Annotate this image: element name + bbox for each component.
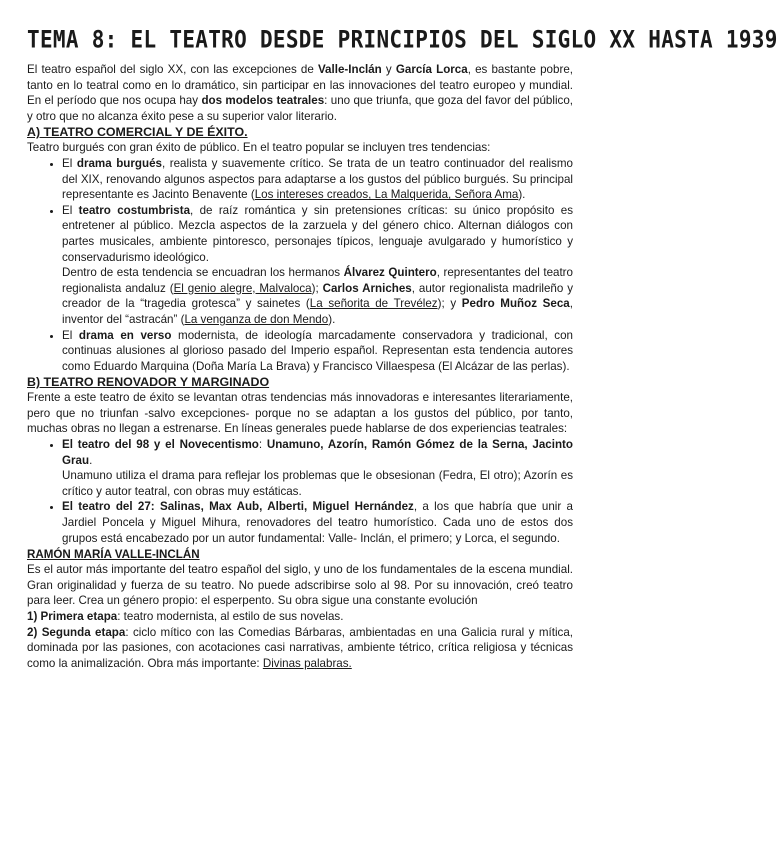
section-c-heading: RAMÓN MARÍA VALLE-INCLÁN — [27, 548, 200, 562]
item-text: . — [89, 453, 93, 467]
section-b-heading: B) TEATRO RENOVADOR Y MARGINADO — [27, 375, 270, 390]
work-title: La señorita de Trevélez — [309, 297, 438, 311]
item-text: modernista, de ideología marcadamente conservadora y tradicional, con continuas alusiones al glorioso pasado del Imperio español. Representan esta tendencia autores como Eduardo Marquina (Doña María La Brava) y Francisco Villaespesa (El Alcázar de las perlas). — [62, 328, 573, 373]
item-text: Unamuno utiliza el drama para reflejar los problemas que le obsesionan (Fedra, El otro); Azorín es crítico y autor teatral, con obras muy estáticas. — [62, 469, 573, 498]
item-text: : — [258, 438, 267, 452]
item-bold: El teatro del 98 y el Novecentismo — [62, 438, 259, 452]
list-item — [62, 499, 573, 546]
intro-text: El teatro español del siglo XX, con las excepciones de — [27, 63, 318, 76]
item-text: , de raíz romántica y sin pretensiones críticas: su único propósito es entretener al público. Mezcla aspectos de la zarzuela y del género chico. Alternan diálogos con partes musicales, ambiente pintoresco, personajes típicos, lenguaje avulgarado y humorístico y conservadurismo ideológico. — [62, 203, 573, 264]
list-item — [62, 437, 573, 499]
section-a-heading: A) TEATRO COMERCIAL Y DE ÉXITO. — [27, 125, 248, 140]
intro-paragraph — [27, 62, 573, 124]
document-page — [27, 22, 778, 671]
item-bold: teatro costumbrista — [78, 203, 191, 217]
item-text: El — [62, 203, 79, 217]
stage-1 — [27, 609, 573, 625]
item-text: Dentro de esta tendencia se encuadran los hermanos — [62, 266, 344, 280]
item-text: El — [62, 328, 79, 342]
stage-label: 2) Segunda etapa — [27, 625, 126, 639]
section-a-list — [27, 156, 573, 374]
work-title: La venganza de don Mendo — [184, 312, 329, 326]
section-b-lead: Frente a este teatro de éxito se levantan otras tendencias más innovadoras e interesantes literariamente, pero que no triunfan -salvo excepciones- porque no se adaptan a los gustos del público, por tanto, muchas obras no llegan a estrenarse. En líneas generales puede hablarse de dos experiencias teatrales: — [27, 391, 573, 436]
intro-text: : uno que triunfa, que goza del favor del público, y otro que no alcanza éxito pese a su superior valor literario. — [27, 94, 573, 123]
section-c-lead: Es el autor más importante del teatro español del siglo, y uno de los fundamentales de la escena mundial. Gran originalidad y fuerza de su teatro. No puede adscribirse solo al 98. Por su innovación, creó teatro para leer. Crea un género propio: el esperpento. Su obra sigue una constante evolución — [27, 563, 573, 608]
intro-text: y — [381, 63, 396, 76]
list-item — [62, 328, 573, 375]
item-text: , representantes del teatro regionalista andaluz ( — [62, 266, 573, 295]
list-item — [62, 156, 573, 203]
stage-label: 1) Primera etapa — [27, 610, 118, 623]
item-bold: Unamuno, Azorín, Ramón Gómez de la Serna, Jacinto Grau — [62, 438, 573, 467]
intro-bold: Valle-Inclán — [317, 63, 382, 76]
item-bold: Álvarez Quintero — [343, 266, 437, 280]
list-item — [62, 203, 573, 328]
work-title: El genio alegre, Malvaloca — [173, 281, 312, 295]
work-title: Divinas palabras. — [262, 656, 352, 670]
stage-2 — [27, 625, 573, 672]
item-text: El — [62, 156, 77, 170]
stage-text: : ciclo mítico con las Comedias Bárbaras, ambientadas en una Galicia rural y mítica, dominada por las pasiones, con acotaciones casi narrativas, ambiente tétrico, crítica religiosa y técnicas como la animalización. Obra más importante: — [27, 625, 573, 670]
item-text: , inventor del “astracán” ( — [62, 297, 573, 326]
item-bold: drama burgués — [76, 156, 162, 170]
section-a-lead: Teatro burgués con gran éxito de público. En el teatro popular se incluyen tres tendencias: — [27, 141, 491, 155]
item-text: ); y — [437, 297, 462, 311]
page-title: TEMA 8: EL TEATRO DESDE PRINCIPIOS DEL SIGLO XX HASTA 1939 — [27, 25, 778, 54]
item-text: ); — [311, 281, 323, 295]
intro-bold: García Lorca — [395, 63, 468, 76]
item-text: , realista y suavemente crítico. Se trata de un teatro continuador del realismo del XIX, renovando algunos aspectos para adaptarse a los gustos del público burgués. Su principal representante es Jacinto Benavente ( — [62, 156, 573, 202]
item-text: , a los que habría que unir a Jardiel Poncela y Miguel Mihura, renovadores del teatro humorístico. Cada uno de estos dos grupos está encabezado por un autor fundamental: Valle- Inclán, el primero; y Lorca, el segundo. — [62, 500, 573, 545]
work-title: Los intereses creados, La Malquerida, Señora Ama — [254, 188, 519, 202]
item-text: ). — [518, 188, 526, 202]
item-bold: El teatro del 27: Salinas, Max Aub, Alberti, Miguel Hernández — [62, 500, 414, 514]
item-bold: drama en verso — [78, 328, 172, 342]
stage-text: : teatro modernista, al estilo de sus novelas. — [117, 610, 344, 623]
intro-bold: dos modelos teatrales — [201, 94, 325, 108]
item-text: ). — [328, 312, 336, 326]
intro-text: , es bastante pobre, tanto en lo teatral como en lo dramático, sin participar en las innovaciones del teatro europeo y mundial. En el período que nos ocupa hay — [27, 63, 573, 108]
item-bold: Pedro Muñoz Seca — [461, 297, 570, 311]
section-b-list — [27, 437, 573, 546]
item-text: , autor regionalista madrileño y creador de la “tragedia grotesca” y sainetes ( — [62, 281, 574, 311]
item-bold: Carlos Arniches — [322, 281, 412, 295]
